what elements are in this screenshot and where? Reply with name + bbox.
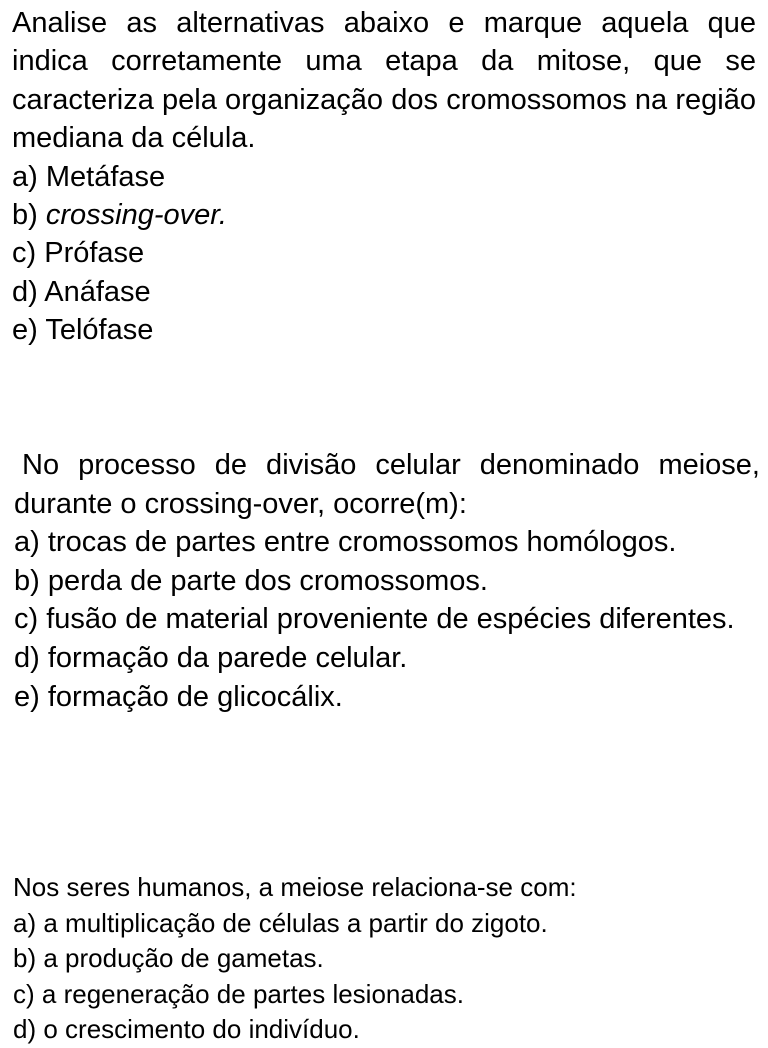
option-label: b) xyxy=(14,564,40,597)
question-1-stem: Analise as alternativas abaixo e marque aquela que indica corretamente uma etapa da mitose, que se caracteriza pela organização dos cromossomos na região mediana da célula. xyxy=(12,7,756,155)
question-3-stem: Nos seres humanos, a meiose relaciona-se com: xyxy=(13,872,577,902)
option-text: Prófase xyxy=(44,237,145,270)
option-text: a regeneração de partes lesionadas. xyxy=(41,978,464,1009)
option-text: perda de parte dos cromossomos. xyxy=(47,564,488,597)
option-label: d) xyxy=(13,1014,37,1044)
option-label: a) xyxy=(12,160,38,193)
option-label: c) xyxy=(12,237,37,270)
option-text: Metáfase xyxy=(45,160,166,193)
option-label: c) xyxy=(13,978,35,1009)
question-3-option-d xyxy=(0,1012,768,1048)
option-text: Anáfase xyxy=(44,275,151,308)
question-1-option-a xyxy=(0,158,768,196)
option-text: formação da parede celular. xyxy=(47,641,408,674)
option-label: d) xyxy=(12,275,38,308)
question-2-option-a xyxy=(0,523,768,562)
question-1-option-d xyxy=(0,273,768,311)
question-2-option-e xyxy=(0,678,768,717)
option-label: d) xyxy=(14,641,40,674)
question-1-option-b xyxy=(0,196,768,234)
question-1-option-e xyxy=(0,311,768,349)
question-3-option-b xyxy=(0,941,768,977)
question-1-option-c xyxy=(0,234,768,272)
question-3-option-a xyxy=(0,906,768,942)
option-text: a multiplicação de células a partir do zigoto. xyxy=(43,907,548,938)
option-text: formação de glicocálix. xyxy=(47,680,343,713)
question-2-option-c xyxy=(0,600,768,639)
option-text: fusão de material proveniente de espécies diferentes. xyxy=(46,603,735,636)
question-2-option-d xyxy=(0,639,768,678)
option-label: e) xyxy=(12,314,38,347)
question-3 xyxy=(0,870,768,1048)
question-2-option-b xyxy=(0,562,768,601)
option-text: o crescimento do indivíduo. xyxy=(43,1014,360,1044)
option-text: a produção de gametas. xyxy=(43,943,324,973)
option-text: Telófase xyxy=(45,314,154,347)
option-label: e) xyxy=(14,680,40,713)
option-label: b) xyxy=(13,943,37,973)
question-1 xyxy=(0,4,768,350)
option-label: a) xyxy=(13,907,37,938)
option-text: crossing-over. xyxy=(45,199,227,232)
question-2 xyxy=(0,446,768,716)
option-text: trocas de partes entre cromossomos homólogos. xyxy=(47,526,677,559)
question-2-stem: No processo de divisão celular denominado meiose, durante o crossing-over, ocorre(m): xyxy=(14,449,760,520)
option-label: a) xyxy=(14,526,40,559)
question-3-option-c xyxy=(0,977,768,1013)
option-label: b) xyxy=(12,199,38,232)
option-label: c) xyxy=(14,603,39,636)
